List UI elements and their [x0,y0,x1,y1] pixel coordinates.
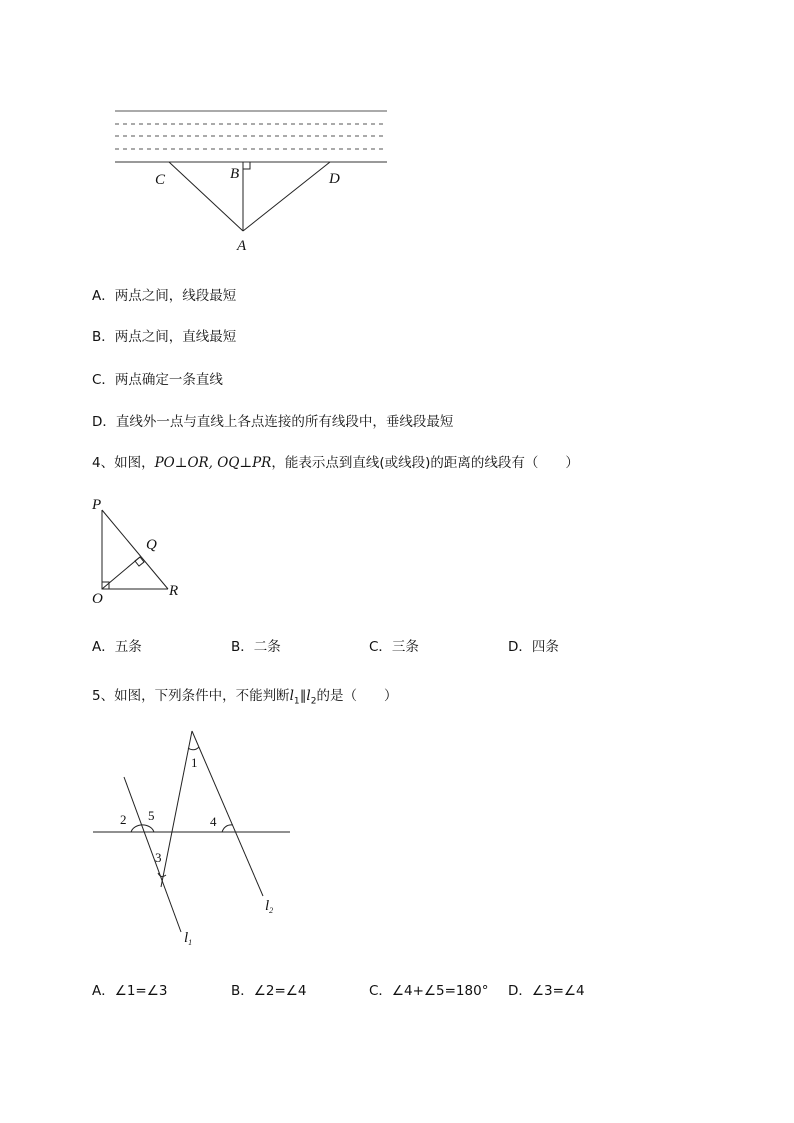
label-C: C [155,172,166,188]
q4-option-c: C．三条 [369,639,419,655]
q5-l2-sub: 2 [310,696,317,707]
q4-suffix: ，能表示点到直线(或线段)的距离的线段有（ ） [271,455,579,471]
label-l2 [265,898,273,915]
q5-option-d: D．∠3=∠4 [508,983,585,999]
q4-condition: PO⊥OR, OQ⊥PR [154,455,272,471]
q5-option-b: B．∠2=∠4 [231,983,307,999]
q4-prefix: 4、如图， [92,455,155,471]
label-l2-letter: l [265,898,270,914]
label-P: P [92,497,102,513]
q4-option-b: B．二条 [231,639,281,655]
q3-option-d: D．直线外一点与直线上各点连接的所有线段中，垂线段最短 [92,414,454,430]
angle-arc-1 [188,747,199,750]
angle-label-5: 5 [148,808,155,823]
label-O: O [92,591,103,607]
q3-option-b: B．两点之间，直线最短 [92,329,237,345]
q4-option-d: D．四条 [508,639,559,655]
line-l1 [124,777,181,932]
q5-l1-sub: 1 [293,696,300,707]
q5-l2: l [306,688,311,704]
q5-option-a: A．∠1=∠3 [92,983,168,999]
label-R: R [169,583,179,599]
q5-prefix: 5、如图，下列条件中，不能判断 [92,688,290,704]
label-A: A [237,238,247,254]
q3-option-a: A．两点之间，线段最短 [92,288,237,304]
label-D: D [329,171,340,187]
q5-l1: l [289,688,294,704]
angle-label-2: 2 [120,812,127,827]
angle-label-3: 3 [155,850,162,865]
angle-label-4: 4 [210,814,217,829]
angle-label-1: 1 [191,755,198,770]
label-l1 [184,930,192,947]
label-l2-sub: 2 [269,906,274,915]
q5-suffix: 的是（ ） [316,688,398,704]
q5-parallel: ∥ [299,688,307,704]
line-l2 [192,731,263,896]
q4-option-a: A．五条 [92,639,142,655]
label-l1-letter: l [184,930,189,946]
label-B: B [230,166,240,182]
q3-option-c: C．两点确定一条直线 [92,372,223,388]
q5-option-c: C．∠4+∠5=180° [369,983,489,999]
transversal-slanted [161,731,192,887]
label-Q: Q [146,537,157,553]
label-l1-sub: 1 [188,938,193,947]
angle-arc-4 [222,825,233,832]
